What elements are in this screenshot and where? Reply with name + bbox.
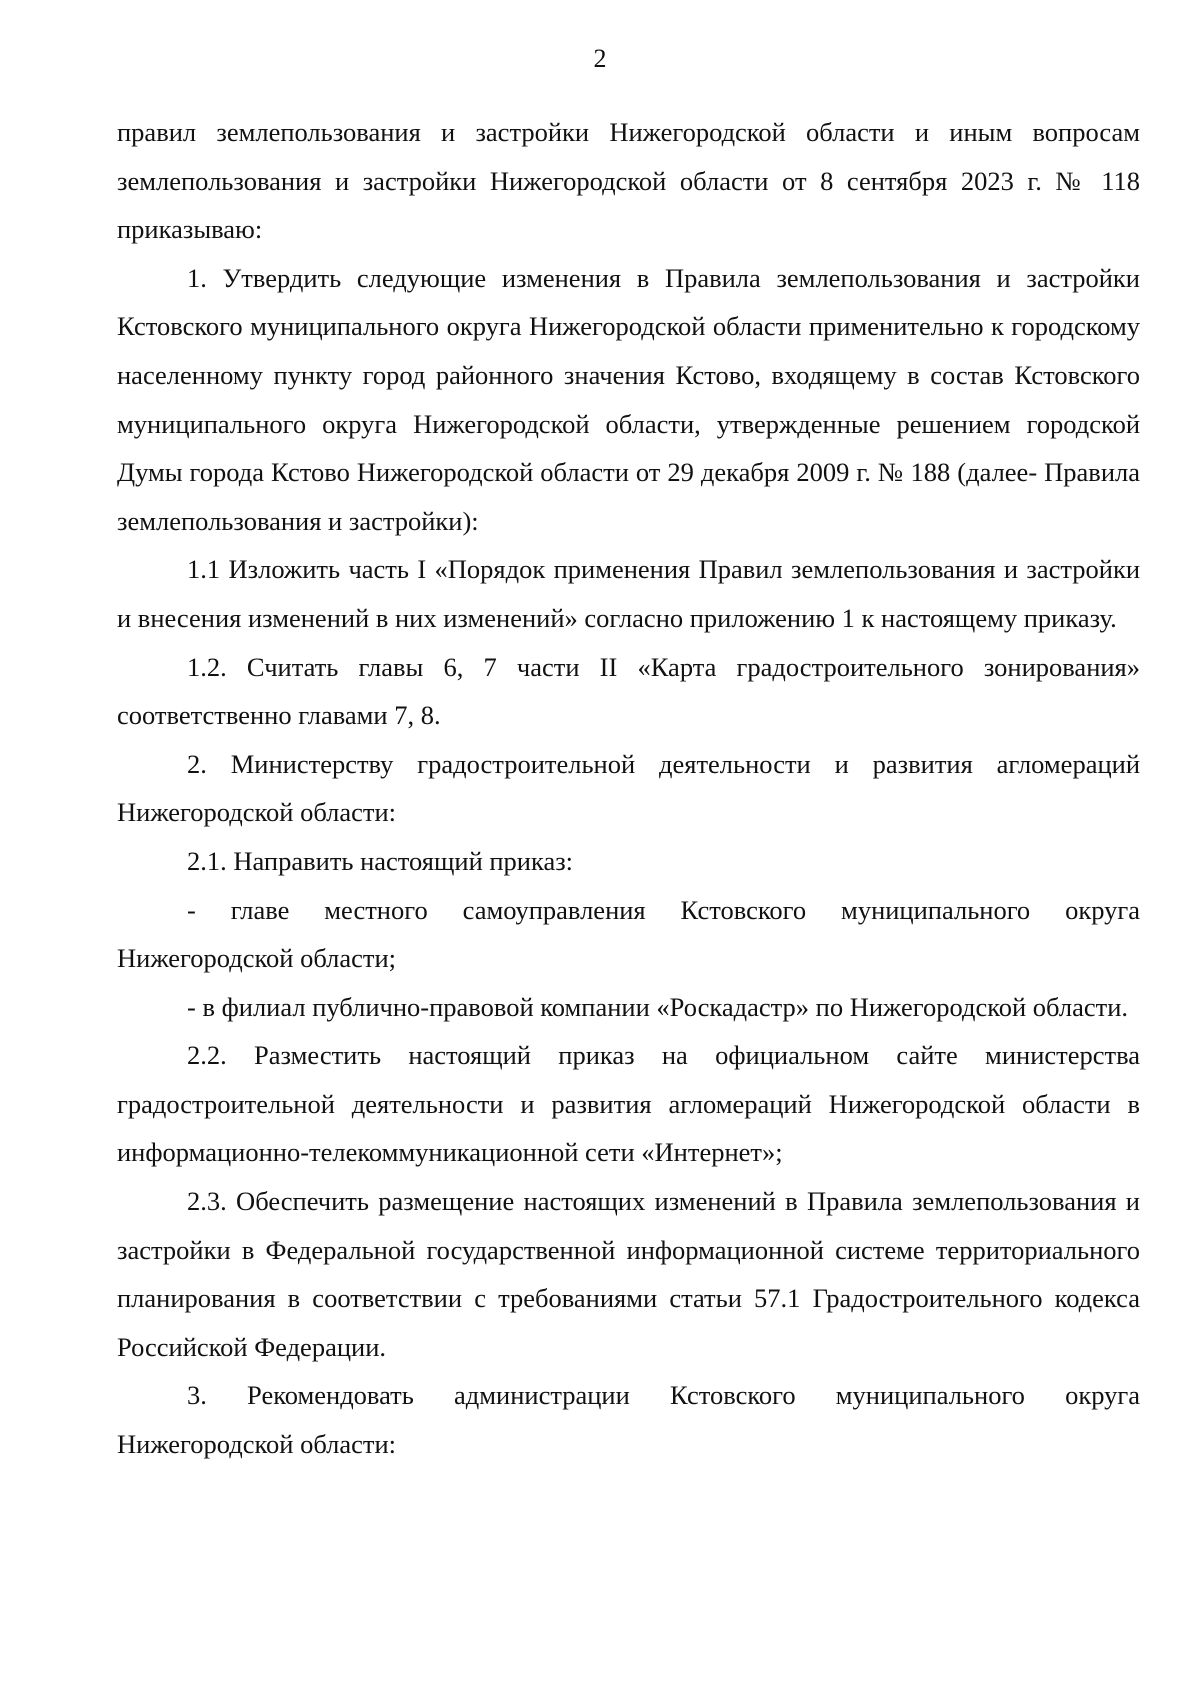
page-number: 2 xyxy=(593,44,607,73)
paragraph-intro: правил землепользования и застройки Нижегородской области и иным вопросам землепользования и застройки Нижегородской области от 8 сентября 2023 г. № 118 приказываю: xyxy=(117,117,1140,245)
paragraph-item-3: 3. Рекомендовать администрации Кстовского муниципального округа Нижегородской области: xyxy=(117,1380,1140,1460)
paragraph-item-2-1-recipient-head: - главе местного самоуправления Кстовского муниципального округа Нижегородской области; xyxy=(117,894,1140,974)
paragraph-item-2-1: 2.1. Направить настоящий приказ: xyxy=(187,845,574,876)
paragraph-item-1-2: 1.2. Считать главы 6, 7 части II «Карта градостроительного зонирования» соответственно главами 7, 8. xyxy=(117,651,1140,731)
paragraph-item-2-2: 2.2. Разместить настоящий приказ на официальном сайте министерства градостроительной деятельности и развития агломераций Нижегородской области в информационно-телекоммуникационной сети «Интернет»; xyxy=(117,1040,1140,1168)
paragraph-item-2: 2. Министерству градостроительной деятельности и развития агломераций Нижегородской области: xyxy=(117,748,1140,828)
document-body xyxy=(117,108,1140,1469)
paragraph-item-2-3: 2.3. Обеспечить размещение настоящих изменений в Правила землепользования и застройки в Федеральной государственной информационной системе территориального планирования в соответствии с требованиями статьи 57.1 Градостроительного кодекса Российской Федерации. xyxy=(117,1186,1140,1362)
paragraph-item-1: 1. Утвердить следующие изменения в Правила землепользования и застройки Кстовского муниципального округа Нижегородской области применительно к городскому населенному пункту город районного значения Кстово, входящему в состав Кстовского муниципального округа Нижегородской области, утвержденные решением городской Думы города Кстово Нижегородской области от 29 декабря 2009 г. № 188 (далее- Правила землепользования и застройки): xyxy=(117,262,1140,536)
paragraph-item-1-1: 1.1 Изложить часть I «Порядок применения Правил землепользования и застройки и внесения изменений в них изменений» согласно приложению 1 к настоящему приказу. xyxy=(117,554,1140,633)
paragraph-item-2-1-recipient-rosreestr: - в филиал публично-правовой компании «Роскадастр» по Нижегородской области. xyxy=(187,991,1129,1022)
